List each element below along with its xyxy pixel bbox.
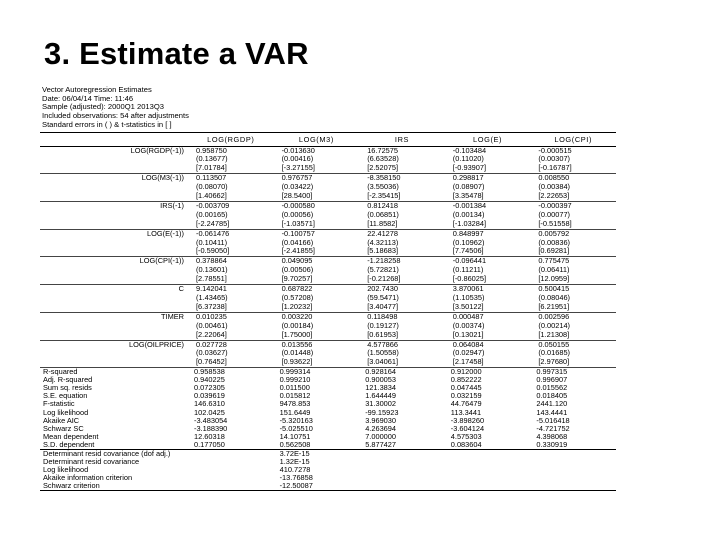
coef-t-cell: [11.8582]	[359, 220, 445, 229]
column-header-blank	[40, 132, 188, 146]
coef-t-cell: [-1.03284]	[445, 220, 531, 229]
coef-t-cell: [5.18683]	[359, 247, 445, 256]
stat-value: 9478.853	[279, 400, 311, 409]
coef-t-cell: [-1.03571]	[274, 220, 360, 229]
coef-est-cell: 0.013556	[281, 340, 313, 349]
stat-value: 143.4441	[536, 408, 568, 417]
empty-cell	[359, 449, 445, 458]
coef-row-se	[40, 155, 616, 164]
coef-row-est	[40, 312, 616, 321]
stat-label: R-squared	[40, 368, 188, 377]
determinant-label: Akaike information criterion	[43, 473, 133, 482]
empty-cell	[445, 466, 531, 474]
empty-cell	[445, 474, 531, 482]
empty-cell	[359, 458, 445, 466]
coef-est-cell: -0.003709	[196, 201, 230, 210]
column-header: IRS	[359, 132, 445, 146]
coef-est-cell: 0.113507	[196, 173, 227, 183]
column-header: LOG(E)	[445, 132, 531, 146]
coef-se-cell: (0.13601)	[196, 266, 228, 275]
stat-row	[40, 392, 616, 400]
var-estimates-table	[40, 132, 616, 491]
stat-value: -5.016418	[536, 416, 570, 425]
coef-label	[40, 294, 188, 303]
coef-row-t	[40, 220, 616, 229]
determinant-value: 410.7278	[279, 465, 311, 474]
empty-cell	[530, 458, 616, 466]
coef-t-cell: [-0.59050]	[188, 247, 274, 256]
coef-row-t	[40, 303, 616, 312]
coef-se-cell: (3.55036)	[367, 183, 399, 192]
coef-t-cell: [1.20232]	[274, 303, 360, 312]
coef-est-cell: -0.061476	[196, 229, 230, 238]
coef-est-cell: -0.013630	[281, 146, 315, 155]
stat-row	[40, 433, 616, 441]
coef-t-cell: [9.70257]	[274, 275, 360, 284]
determinant-value: -12.50087	[274, 482, 360, 491]
stat-label: F-statistic	[43, 400, 75, 409]
coef-est-cell: 22.41278	[367, 229, 399, 238]
coef-row-t	[40, 192, 616, 201]
empty-cell	[445, 482, 531, 491]
coef-t-cell: [-0.16787]	[530, 164, 616, 173]
coef-t-cell: [3.04061]	[359, 358, 445, 367]
stat-value: 1.644449	[365, 392, 397, 401]
stat-label: S.D. dependent	[40, 441, 188, 450]
coef-t-cell: [3.50122]	[445, 303, 531, 312]
coef-row-est	[40, 229, 616, 238]
coef-se-cell: (0.00416)	[281, 155, 314, 164]
coef-est-cell: 0.002596	[538, 312, 570, 321]
coef-se-cell: (0.03422)	[281, 183, 314, 192]
stat-value: -3.898260	[450, 416, 485, 425]
determinant-row	[40, 482, 616, 491]
stat-row	[40, 376, 616, 384]
coef-label: LOG(OILPRICE)	[128, 340, 184, 349]
stat-value: 4.263694	[365, 424, 397, 433]
coef-t-cell: [2.17458]	[445, 358, 531, 367]
coef-est-cell: 0.812418	[367, 201, 399, 210]
coef-row-se	[40, 211, 616, 220]
stat-row	[40, 400, 616, 408]
coef-t-cell: [2.22653]	[530, 192, 616, 201]
stat-value: 0.999210	[279, 376, 311, 385]
coef-est-cell: -0.103484	[452, 146, 487, 155]
stat-value: 0.032159	[450, 392, 482, 401]
coef-label	[40, 266, 188, 275]
stat-value: 0.912000	[445, 368, 531, 377]
empty-cell	[359, 474, 445, 482]
coef-label	[40, 331, 188, 340]
coef-se-cell: (0.06411)	[538, 266, 570, 275]
empty-cell	[530, 482, 616, 491]
coef-se-cell: (4.32113)	[367, 238, 399, 247]
coef-se-cell: (0.00056)	[281, 210, 314, 219]
determinant-row	[40, 474, 616, 482]
stat-value: 0.940225	[194, 376, 225, 385]
coef-t-cell: [7.74506]	[445, 247, 531, 256]
coef-t-cell: [2.52075]	[359, 164, 445, 173]
coef-est-cell: -0.100757	[281, 229, 315, 238]
coef-t-cell: [3.35478]	[445, 192, 531, 201]
coef-label: C	[178, 284, 184, 294]
statistics-body	[40, 368, 616, 449]
stat-row	[40, 441, 616, 450]
coef-row-se	[40, 239, 616, 248]
coef-se-cell: (0.01685)	[538, 349, 571, 358]
stat-value: -5.025510	[279, 424, 313, 433]
coef-label	[40, 192, 188, 201]
coef-se-cell: (0.08907)	[452, 183, 485, 192]
empty-cell	[445, 449, 531, 458]
stat-value: 2441.120	[536, 400, 568, 409]
stat-value: -5.320163	[279, 416, 313, 425]
coef-est-cell: 0.008550	[538, 173, 570, 183]
coef-est-cell: 0.118498	[367, 312, 398, 321]
coef-label: IRS(-1)	[160, 201, 184, 210]
coef-se-cell: (0.00077)	[538, 210, 571, 219]
coef-t-cell: [0.61953]	[359, 331, 445, 340]
empty-cell	[359, 466, 445, 474]
coef-se-cell: (0.00374)	[452, 321, 485, 330]
determinant-label: Schwarz criterion	[40, 482, 274, 491]
coef-label: LOG(RGDP(-1))	[130, 146, 184, 155]
empty-cell	[530, 466, 616, 474]
coef-label	[40, 183, 188, 192]
coef-se-cell: (0.00214)	[538, 321, 571, 330]
coef-t-cell: [0.76452]	[188, 358, 274, 367]
coef-est-cell: 0.064084	[452, 340, 484, 349]
coef-label: LOG(E(-1))	[147, 229, 184, 238]
column-header: LOG(RGDP)	[188, 132, 274, 146]
coef-row-t	[40, 247, 616, 256]
stat-row	[40, 417, 616, 425]
var-output-panel	[40, 86, 618, 537]
coef-se-cell: (0.00384)	[538, 183, 571, 192]
determinant-row	[40, 458, 616, 466]
stat-value: 0.900053	[365, 376, 397, 385]
coef-label: LOG(M3(-1))	[141, 173, 184, 183]
slide-title: 3. Estimate a VAR	[44, 36, 309, 71]
coef-se-cell: (0.10411)	[196, 238, 228, 247]
stat-label: Akaike AIC	[43, 416, 80, 425]
coef-t-cell: [-0.93907]	[445, 164, 531, 173]
coef-est-cell: 0.775475	[538, 256, 570, 266]
coef-est-cell: 0.958750	[196, 146, 227, 155]
determinant-value: -13.76858	[279, 473, 313, 482]
coef-label: TIMER	[161, 312, 184, 321]
determinant-value: 1.32E-15	[279, 457, 310, 466]
stat-value: 0.562508	[274, 441, 360, 450]
stat-value: -3.604124	[450, 424, 485, 433]
coef-se-cell: (0.00134)	[452, 210, 485, 219]
coef-row-est	[40, 201, 616, 210]
coef-t-cell: [3.40477]	[359, 303, 445, 312]
coef-row-se	[40, 294, 616, 303]
header-line-date: Date: 06/04/14 Time: 11:46	[42, 93, 134, 103]
coef-est-cell: 0.976757	[281, 173, 313, 183]
stat-row	[40, 384, 616, 392]
coef-t-cell: [-3.27155]	[274, 164, 360, 173]
empty-cell	[530, 449, 616, 458]
stat-value: 0.997315	[530, 368, 616, 377]
coef-t-cell: [7.01784]	[188, 164, 274, 173]
coef-row-se	[40, 266, 616, 275]
coef-se-cell: (0.11020)	[452, 155, 484, 164]
coef-est-cell: -0.096441	[452, 256, 487, 266]
stat-value: 0.330919	[530, 441, 616, 450]
coef-est-cell: 0.848997	[452, 229, 484, 238]
coef-est-cell: 0.049095	[281, 256, 313, 266]
coef-t-cell: [2.22064]	[188, 331, 274, 340]
stat-value: 102.0425	[194, 408, 225, 417]
empty-cell	[359, 482, 445, 491]
determinant-value: 3.72E-15	[279, 449, 310, 458]
stat-label: Sum sq. resids	[43, 384, 92, 393]
coef-t-cell: [12.0959]	[530, 275, 616, 284]
coef-est-cell: 3.870061	[452, 284, 484, 294]
coef-label: LOG(CPI(-1))	[139, 256, 184, 266]
coef-label	[40, 239, 188, 248]
coef-t-cell: [1.40662]	[188, 192, 274, 201]
determinants-body	[40, 449, 616, 490]
stat-value: 0.018405	[536, 392, 568, 401]
coef-est-cell: -0.000397	[538, 201, 572, 210]
coef-row-t	[40, 164, 616, 173]
coef-t-cell: [6.37238]	[188, 303, 274, 312]
stat-value: 0.047445	[450, 384, 482, 393]
coef-label	[40, 349, 188, 358]
coef-t-cell: [2.97680]	[530, 358, 616, 367]
coef-se-cell: (0.00307)	[538, 155, 571, 164]
coef-se-cell: (0.03627)	[196, 349, 228, 358]
stat-value: 3.969030	[365, 416, 397, 425]
coef-est-cell: 0.000487	[452, 312, 484, 321]
stat-row	[40, 368, 616, 377]
stat-value: 0.011500	[279, 384, 310, 393]
stat-value: -99.15923	[365, 408, 399, 417]
coef-se-cell: (0.06851)	[367, 210, 399, 219]
coef-est-cell: 0.003220	[281, 312, 313, 321]
coef-se-cell: (0.04166)	[281, 238, 314, 247]
stat-value: 0.958538	[188, 368, 274, 377]
coef-est-cell: 0.010235	[196, 312, 227, 321]
stat-label: Mean dependent	[43, 432, 99, 441]
coef-t-cell: [-2.24785]	[188, 220, 274, 229]
coef-se-cell: (0.13677)	[196, 155, 228, 164]
stat-value: 121.3834	[365, 384, 397, 393]
determinant-label: Determinant resid covariance	[43, 457, 140, 466]
coef-est-cell: -1.218258	[367, 256, 401, 266]
header-line-title: Vector Autoregression Estimates	[42, 86, 152, 94]
coef-row-se	[40, 349, 616, 358]
coef-se-cell: (0.00184)	[281, 321, 314, 330]
coef-se-cell: (1.50558)	[367, 349, 399, 358]
stat-value: 4.575303	[450, 432, 482, 441]
stat-value: 146.6310	[194, 400, 225, 409]
stat-value: 5.877427	[359, 441, 445, 450]
coef-est-cell: 0.500415	[538, 284, 570, 294]
coef-se-cell: (0.57208)	[281, 294, 314, 303]
header-line-sample: Sample (adjusted): 2000Q1 2013Q3	[42, 102, 165, 112]
stat-value: -4.721752	[536, 424, 570, 433]
coef-se-cell: (1.43465)	[196, 294, 228, 303]
coef-row-t	[40, 275, 616, 284]
coef-row-est	[40, 340, 616, 349]
determinant-row	[40, 466, 616, 474]
coef-t-cell: [2.78551]	[188, 275, 274, 284]
coef-est-cell: -0.001384	[452, 201, 487, 210]
coef-t-cell: [1.75000]	[274, 331, 360, 340]
coef-se-cell: (0.19127)	[367, 321, 399, 330]
stat-row	[40, 425, 616, 433]
coef-t-cell: [28.5400]	[274, 192, 360, 201]
coef-se-cell: (0.00461)	[196, 321, 228, 330]
coef-row-est	[40, 257, 616, 266]
coef-label	[40, 275, 188, 284]
stat-value: 113.3441	[450, 408, 482, 417]
coef-est-cell: 9.142041	[196, 284, 227, 294]
coef-t-cell: [-2.41855]	[274, 247, 360, 256]
coef-est-cell: 0.050155	[538, 340, 570, 349]
coef-row-se	[40, 322, 616, 331]
coef-t-cell: [-0.51558]	[530, 220, 616, 229]
stat-label: Schwarz SC	[43, 424, 84, 433]
stat-value: 0.999314	[274, 368, 360, 377]
stat-value: 0.015562	[536, 384, 568, 393]
coef-t-cell: [0.93622]	[274, 358, 360, 367]
coef-row-t	[40, 331, 616, 340]
coef-label	[40, 164, 188, 173]
stat-value: 4.398068	[536, 432, 568, 441]
coef-label	[40, 155, 188, 164]
stat-value: -3.483054	[194, 416, 228, 425]
stat-value: -3.188390	[194, 424, 228, 433]
coef-row-est	[40, 174, 616, 183]
coef-label	[40, 358, 188, 367]
stat-label: S.E. equation	[43, 392, 88, 401]
stat-value: 31.30002	[365, 400, 397, 409]
coef-row-est	[40, 146, 616, 155]
coef-est-cell: 16.72575	[367, 146, 399, 155]
stat-value: 14.10751	[279, 432, 311, 441]
stat-value: 0.177050	[188, 441, 274, 450]
coef-label	[40, 303, 188, 312]
coef-t-cell: [-0.86025]	[445, 275, 531, 284]
stat-value: 0.083604	[445, 441, 531, 450]
coef-est-cell: 0.298817	[452, 173, 484, 183]
coef-se-cell: (6.63528)	[367, 155, 399, 164]
column-header-row	[40, 132, 616, 146]
column-header: LOG(CPI)	[530, 132, 616, 146]
stat-value: 0.852222	[450, 376, 482, 385]
empty-cell	[445, 458, 531, 466]
coef-t-cell: [-0.21268]	[359, 275, 445, 284]
coef-se-cell: (5.72821)	[367, 266, 399, 275]
header-line-observations: Included observations: 54 after adjustments	[42, 111, 189, 121]
stat-value: 0.928164	[359, 368, 445, 377]
coef-se-cell: (0.00165)	[196, 210, 228, 219]
stat-label: Log likelihood	[43, 408, 89, 417]
coef-se-cell: (0.02947)	[452, 349, 485, 358]
stat-value: 44.76479	[450, 400, 482, 409]
coef-se-cell: (0.00836)	[538, 238, 571, 247]
stat-value: 151.6449	[279, 408, 311, 417]
determinant-label: Log likelihood	[43, 465, 89, 474]
coef-row-t	[40, 358, 616, 367]
stat-value: 0.015812	[279, 392, 311, 401]
column-header: LOG(M3)	[274, 132, 360, 146]
stat-value: 12.60318	[194, 432, 225, 441]
stat-value: 7.000000	[365, 432, 397, 441]
coef-est-cell: -0.000580	[281, 201, 315, 210]
stat-row	[40, 409, 616, 417]
coefficients-body	[40, 146, 616, 368]
coef-label	[40, 247, 188, 256]
coef-t-cell: [6.21951]	[530, 303, 616, 312]
coef-se-cell: (0.08046)	[538, 294, 571, 303]
stat-value: 0.039619	[194, 392, 225, 401]
coef-est-cell: 0.027728	[196, 340, 227, 349]
determinant-label: Determinant resid covariance (dof adj.)	[43, 449, 171, 458]
stat-value: 0.072305	[194, 384, 225, 393]
coef-label	[40, 322, 188, 331]
coef-t-cell: [1.21308]	[530, 331, 616, 340]
coef-row-se	[40, 183, 616, 192]
coef-se-cell: (0.00506)	[281, 266, 314, 275]
coef-est-cell: 0.687822	[281, 284, 313, 294]
coef-t-cell: [0.13021]	[445, 331, 531, 340]
coef-est-cell: 202.7430	[367, 284, 399, 294]
coef-se-cell: (0.01448)	[281, 349, 314, 358]
coef-se-cell: (0.10962)	[452, 238, 485, 247]
coef-label	[40, 220, 188, 229]
coef-se-cell: (59.5471)	[367, 294, 399, 303]
coef-est-cell: 0.005792	[538, 229, 570, 238]
empty-cell	[530, 474, 616, 482]
header-line-errors-note: Standard errors in ( ) & t-statistics in [ ]	[42, 119, 172, 129]
coef-est-cell: 4.577866	[367, 340, 399, 349]
coef-est-cell: -8.358150	[367, 173, 401, 183]
stat-label: Adj. R-squared	[43, 376, 93, 385]
coef-est-cell: 0.378864	[196, 256, 227, 266]
coef-se-cell: (0.11211)	[452, 266, 484, 275]
coef-se-cell: (1.10535)	[452, 294, 485, 303]
coef-est-cell: -0.000515	[538, 146, 572, 155]
coef-se-cell: (0.08070)	[196, 183, 228, 192]
coef-t-cell: [-2.35415]	[359, 192, 445, 201]
stat-value: 0.996907	[536, 376, 568, 385]
determinant-row	[40, 449, 616, 458]
coef-row-est	[40, 285, 616, 294]
coef-t-cell: [0.69281]	[530, 247, 616, 256]
coef-label	[40, 211, 188, 220]
